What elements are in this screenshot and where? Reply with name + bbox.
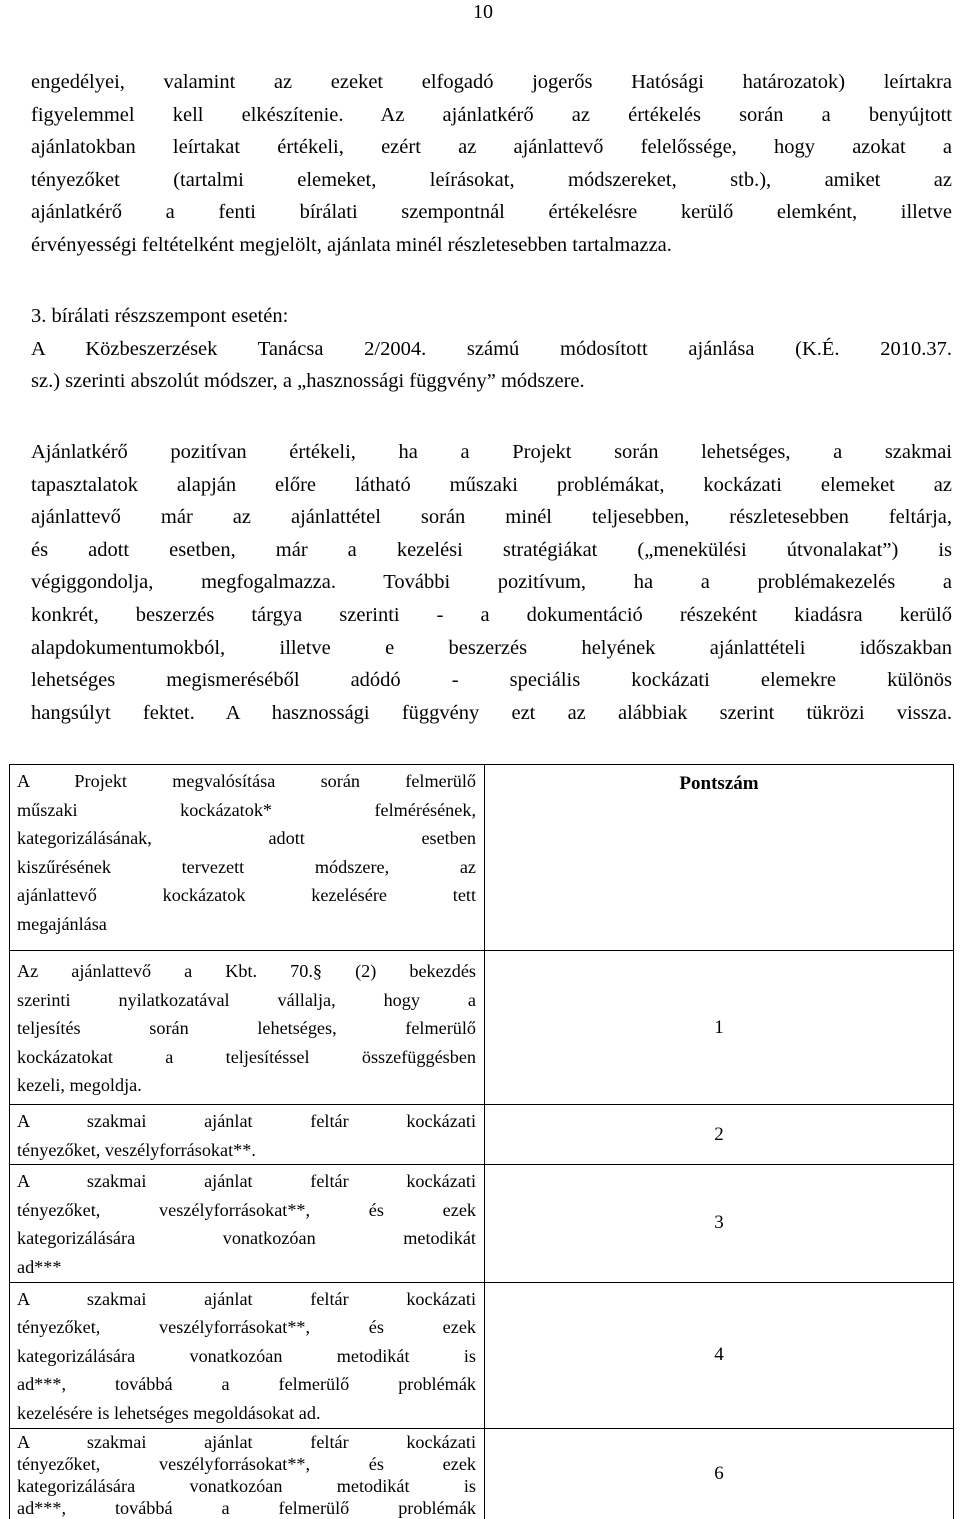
table-row bbox=[10, 951, 954, 1105]
text-line: Ajánlatkérő pozitívan értékeli, ha a Projekt során lehetséges, a szakmai bbox=[31, 441, 952, 463]
text-line: engedélyei, valamint az ezeket elfogadó jogerős Hatósági határozatok) leírtakra bbox=[31, 71, 952, 93]
score-value: 2 bbox=[714, 1123, 724, 1145]
text-line: tényezőket, veszélyforrásokat**. bbox=[17, 1139, 256, 1160]
text-line: sz.) szerinti abszolút módszer, a „hasznossági függvény” módszere. bbox=[31, 370, 585, 393]
score-header-label: Pontszám bbox=[679, 773, 759, 794]
text-line: ajánlatkérő a fenti bírálati szempontnál értékelésre kerülő elemként, illetve bbox=[31, 201, 952, 224]
text-line: ad*** bbox=[17, 1256, 62, 1277]
text-line: A Közbeszerzések Tanácsa 2/2004. számú módosított ajánlása (K.É. 2010.37. bbox=[31, 337, 952, 360]
text-line: tényezőket (tartalmi elemeket, leírásokat, módszereket, stb.), amiket az bbox=[31, 168, 952, 191]
text-line: ad***, továbbá a felmerülő problémák bbox=[17, 1497, 476, 1518]
table-row bbox=[10, 1105, 954, 1165]
text-line: lehetséges megismeréséből adódó - speciális kockázati elemekre különös bbox=[31, 669, 952, 692]
text-line: ajánlattevő már az ajánlattétel során minél teljesebben, részletesebben feltárja, bbox=[31, 506, 952, 529]
text-line: végiggondolja, megfogalmazza. További pozitívum, ha a problémakezelés a bbox=[31, 571, 952, 594]
text-line: kezeli, megoldja. bbox=[17, 1075, 142, 1096]
text-line: ajánlattevő kockázatok kezelésére tett bbox=[17, 885, 476, 906]
paragraph-positive-evaluation bbox=[31, 436, 952, 729]
text-line: és adott esetben, már a kezelési stratégiákat („menekülési útvonalakat”) is bbox=[31, 538, 952, 561]
criterion-cell bbox=[10, 1282, 485, 1428]
text-line: konkrét, beszerzés tárgya szerinti - a dokumentáció részeként kiadásra kerülő bbox=[31, 603, 952, 626]
paragraph-evaluation-intro bbox=[31, 66, 952, 262]
score-cell bbox=[485, 951, 954, 1105]
text-line: 3. bírálati részszempont esetén: bbox=[31, 305, 289, 327]
criterion-header-cell bbox=[10, 765, 485, 951]
table-header-row bbox=[10, 765, 954, 951]
text-line: kezelésére is lehetséges megoldásokat ad. bbox=[17, 1402, 321, 1423]
text-line: A szakmai ajánlat feltár kockázati bbox=[17, 1288, 476, 1309]
text-line: kockázatokat a teljesítéssel összefüggésben bbox=[17, 1046, 476, 1067]
text-line: tényezőket, veszélyforrásokat**, és ezek bbox=[17, 1453, 476, 1474]
text-line: alapdokumentumokból, illetve e beszerzés helyének ajánlattételi időszakban bbox=[31, 636, 952, 659]
text-line: A szakmai ajánlat feltár kockázati bbox=[17, 1111, 476, 1131]
table-row bbox=[10, 1282, 954, 1428]
text-line: kategorizálására vonatkozóan metodikát is bbox=[17, 1345, 476, 1366]
score-value: 6 bbox=[714, 1462, 724, 1484]
text-line: műszaki kockázatok* felmérésének, bbox=[17, 799, 476, 820]
criterion-cell bbox=[10, 1165, 485, 1282]
text-line: A Projekt megvalósítása során felmerülő bbox=[17, 771, 476, 791]
score-value: 1 bbox=[714, 1016, 724, 1038]
score-cell bbox=[485, 1165, 954, 1282]
text-line: érvényességi feltételként megjelölt, ajánlata minél részletesebben tartalmazza. bbox=[31, 233, 672, 256]
text-line: figyelemmel kell elkészítenie. Az ajánlatkérő az értékelés során a benyújtott bbox=[31, 103, 952, 126]
text-line: ad***, továbbá a felmerülő problémák bbox=[17, 1374, 476, 1395]
score-value: 4 bbox=[714, 1344, 724, 1366]
criterion-cell bbox=[10, 1105, 485, 1165]
score-cell bbox=[485, 1428, 954, 1519]
table-row bbox=[10, 1165, 954, 1282]
text-line: tapasztalatok alapján előre látható műszaki problémákat, kockázati elemeket az bbox=[31, 473, 952, 496]
text-line: hangsúlyt fektet. A hasznossági függvény ezt az alábbiak szerint tükrözi vissza. bbox=[31, 701, 952, 724]
text-line: kategorizálásának, adott esetben bbox=[17, 828, 476, 849]
text-line: tényezőket, veszélyforrásokat**, és ezek bbox=[17, 1199, 476, 1220]
text-line: tényezőket, veszélyforrásokat**, és ezek bbox=[17, 1317, 476, 1338]
text-line: teljesítés során lehetséges, felmerülő bbox=[17, 1018, 476, 1039]
scoring-table bbox=[9, 764, 954, 1519]
page-number: 10 bbox=[473, 1, 493, 23]
text-line: kategorizálására vonatkozóan metodikát bbox=[17, 1228, 476, 1249]
text-line: Az ajánlattevő a Kbt. 70.§ (2) bekezdés bbox=[17, 961, 476, 981]
table-row bbox=[10, 1428, 954, 1519]
score-header-cell bbox=[485, 765, 954, 951]
text-line: szerinti nyilatkozatával vállalja, hogy a bbox=[17, 989, 476, 1010]
criterion-cell bbox=[10, 1428, 485, 1519]
text-line: megajánlása bbox=[17, 913, 107, 934]
text-line: ajánlatokban leírtakat értékeli, ezért az ajánlattevő felelőssége, hogy azokat a bbox=[31, 136, 952, 159]
text-line: A szakmai ajánlat feltár kockázati bbox=[17, 1431, 476, 1452]
score-cell bbox=[485, 1282, 954, 1428]
text-line: kategorizálására vonatkozóan metodikát is bbox=[17, 1475, 476, 1496]
score-value: 3 bbox=[714, 1212, 724, 1234]
score-cell bbox=[485, 1105, 954, 1165]
text-line: kiszűrésének tervezett módszere, az bbox=[17, 856, 476, 877]
paragraph-subcriterion-3 bbox=[31, 300, 952, 398]
criterion-cell bbox=[10, 951, 485, 1105]
text-line: A szakmai ajánlat feltár kockázati bbox=[17, 1171, 476, 1192]
